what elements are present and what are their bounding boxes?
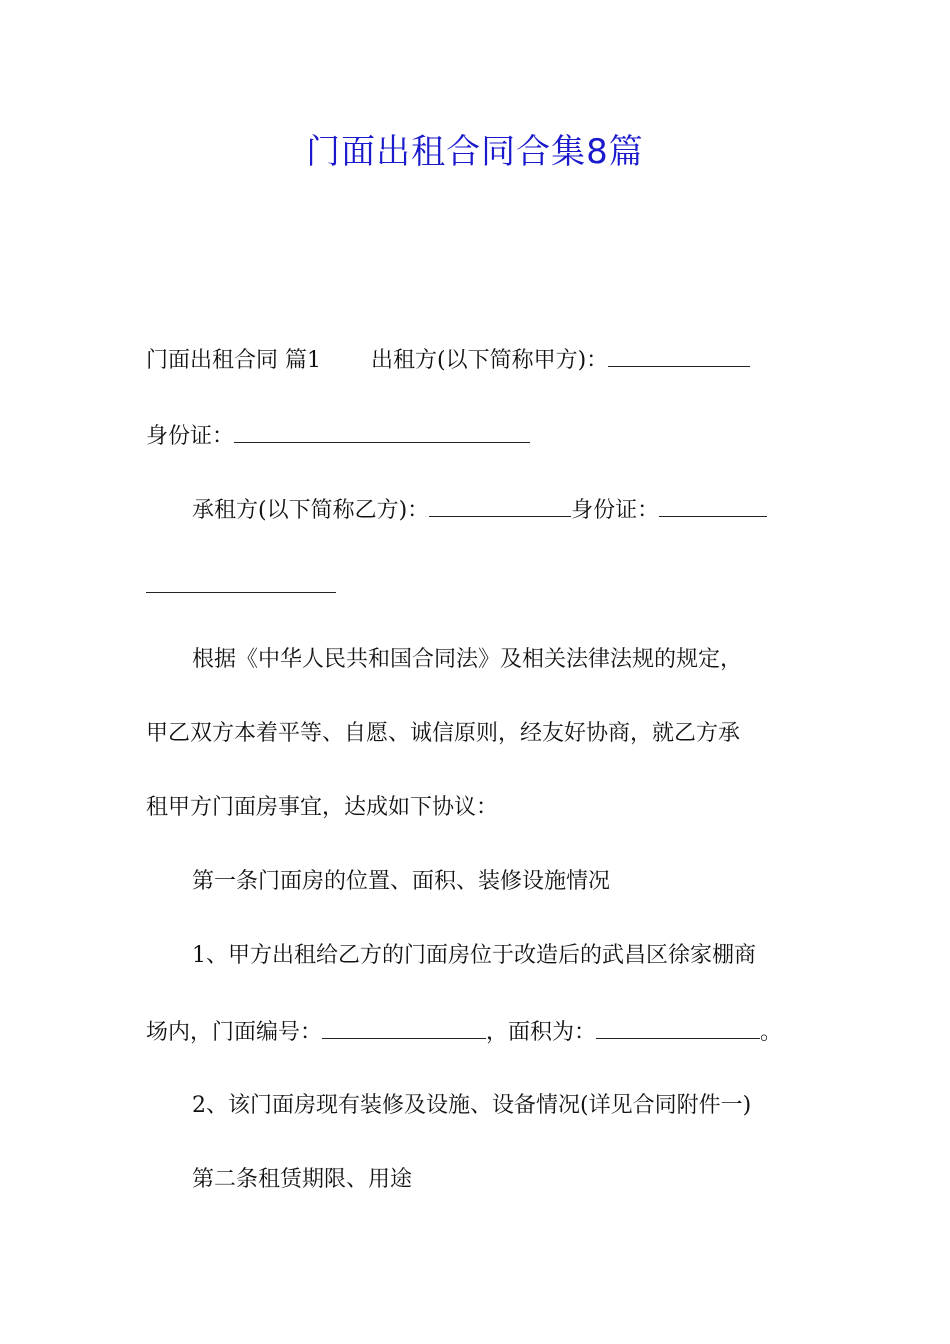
lessor-label: 出租方(以下简称甲方)： xyxy=(371,348,609,373)
clause-line: 2、该门面房现有装修及设施、设备情况(详见合同附件一) xyxy=(192,1093,752,1118)
area-label: ，面积为： xyxy=(486,1020,597,1045)
paragraph-line: 甲乙双方本着平等、自愿、诚信原则，经友好协商，就乙方承 xyxy=(146,721,741,746)
lessee-id-label: 身份证： xyxy=(571,498,660,523)
lessee-id-blank-continued xyxy=(146,570,336,593)
clause-line: 1、甲方出租给乙方的门面房位于改造后的武昌区徐家棚商 xyxy=(192,943,756,968)
unit-number-blank xyxy=(322,1016,486,1039)
article-heading: 第二条租赁期限、用途 xyxy=(192,1167,413,1192)
lessor-id-blank xyxy=(234,420,530,443)
lessor-id-label: 身份证： xyxy=(146,424,235,449)
unit-number-label: 场内，门面编号： xyxy=(146,1020,323,1045)
area-blank xyxy=(596,1016,760,1039)
document-title: 门面出租合同合集8篇 xyxy=(306,132,644,172)
period-mark: 。 xyxy=(760,1020,783,1045)
contract-heading-line xyxy=(146,344,811,377)
article-heading: 第一条门面房的位置、面积、装修设施情况 xyxy=(192,869,611,894)
lessee-id-blank xyxy=(659,494,767,517)
lessee-blank xyxy=(429,494,571,517)
lessee-id-continued-line xyxy=(146,570,811,603)
lessee-line xyxy=(192,494,857,527)
lessor-id-line xyxy=(146,420,811,453)
lessor-blank xyxy=(608,344,750,367)
contract-number-label: 门面出租合同 篇1 xyxy=(146,348,321,373)
clause-line xyxy=(146,1016,811,1049)
paragraph-line: 根据《中华人民共和国合同法》及相关法律法规的规定， xyxy=(192,647,743,672)
paragraph-line: 租甲方门面房事宜，达成如下协议： xyxy=(146,795,499,820)
lessee-label: 承租方(以下简称乙方)： xyxy=(192,498,430,523)
